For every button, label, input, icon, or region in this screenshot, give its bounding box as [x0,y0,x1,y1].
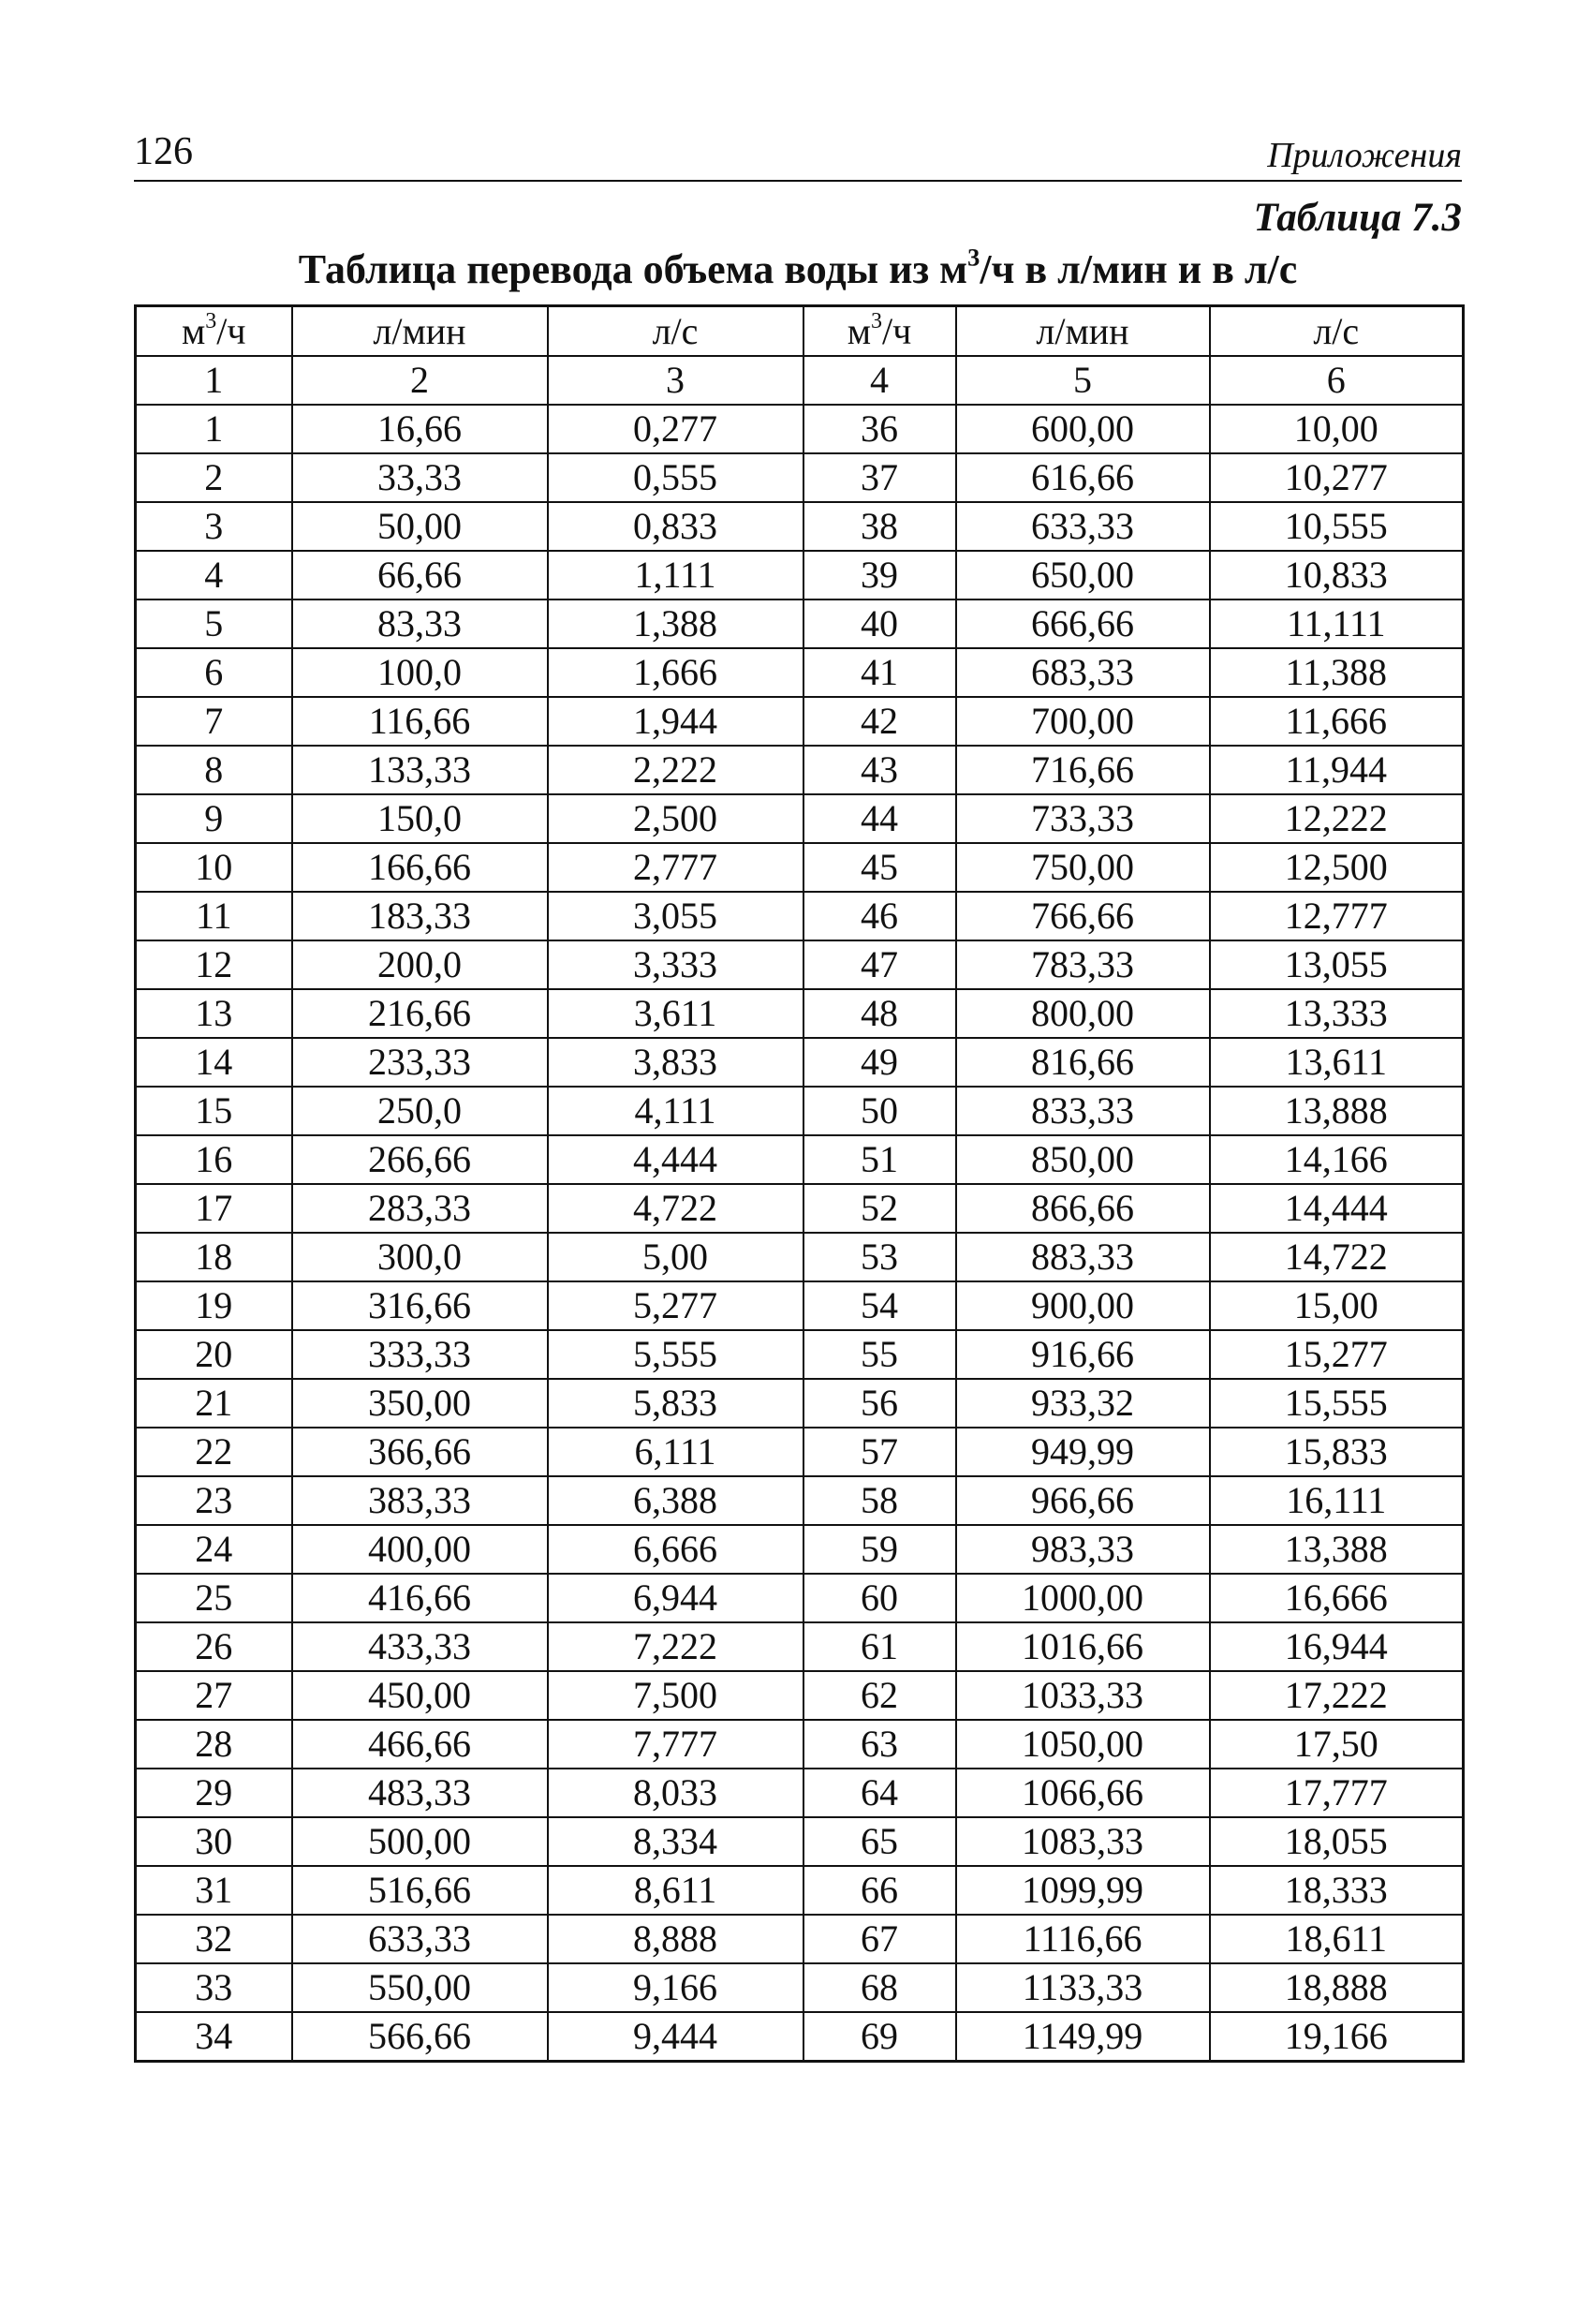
table-cell: 41 [803,648,956,697]
table-cell: 650,00 [956,551,1210,600]
table-row [136,1135,1464,1184]
table-cell: 52 [803,1184,956,1233]
table-cell: 8,334 [548,1817,803,1866]
table-cell: 1050,00 [956,1720,1210,1769]
table-cell: 733,33 [956,794,1210,843]
table-cell: 866,66 [956,1184,1210,1233]
table-cell: 1,666 [548,648,803,697]
table-cell: 17,777 [1210,1769,1464,1817]
table-cell: 3,055 [548,892,803,940]
table-cell: 11,111 [1210,600,1464,648]
table-cell: 31 [136,1866,292,1915]
table-cell: 5,555 [548,1330,803,1379]
table-cell: 10,555 [1210,502,1464,551]
table-cell: 38 [803,502,956,551]
table-cell: 19 [136,1281,292,1330]
table-cell: 17,50 [1210,1720,1464,1769]
table-cell: 0,555 [548,453,803,502]
table-cell: 51 [803,1135,956,1184]
table-cell: 11,388 [1210,648,1464,697]
table-cell: 13,333 [1210,989,1464,1038]
table-cell: 18,888 [1210,1963,1464,2012]
column-number-row [136,356,1464,405]
table-row [136,1330,1464,1379]
table-cell: 4,444 [548,1135,803,1184]
table-cell: 366,66 [292,1428,548,1476]
table-cell: 933,32 [956,1379,1210,1428]
table-row [136,1769,1464,1817]
table-cell: 1 [136,405,292,453]
table-cell: 0,833 [548,502,803,551]
table-row [136,405,1464,453]
table-cell: 65 [803,1817,956,1866]
table-cell: 516,66 [292,1866,548,1915]
table-cell: 15,00 [1210,1281,1464,1330]
table-cell: 900,00 [956,1281,1210,1330]
table-cell: 34 [136,2012,292,2062]
table-cell: 58 [803,1476,956,1525]
table-cell: 8,033 [548,1769,803,1817]
table-row [136,1476,1464,1525]
table-cell: 50,00 [292,502,548,551]
table-cell: 14,444 [1210,1184,1464,1233]
table-cell: 716,66 [956,746,1210,794]
table-cell: 1,944 [548,697,803,746]
table-cell: 57 [803,1428,956,1476]
table-cell: 67 [803,1915,956,1963]
column-header: л/с [548,306,803,357]
table-cell: 29 [136,1769,292,1817]
column-header-row [136,306,1464,357]
table-cell: 750,00 [956,843,1210,892]
table-row [136,648,1464,697]
table-cell: 116,66 [292,697,548,746]
table-cell: 55 [803,1330,956,1379]
table-cell: 15,555 [1210,1379,1464,1428]
table-cell: 14,166 [1210,1135,1464,1184]
table-cell: 5,833 [548,1379,803,1428]
table-cell: 1083,33 [956,1817,1210,1866]
table-cell: 3,833 [548,1038,803,1087]
table-cell: 14 [136,1038,292,1087]
conversion-table [134,304,1465,2063]
table-cell: 14,722 [1210,1233,1464,1281]
table-cell: 28 [136,1720,292,1769]
table-cell: 133,33 [292,746,548,794]
table-cell: 766,66 [956,892,1210,940]
table-cell: 1033,33 [956,1671,1210,1720]
table-row [136,1671,1464,1720]
table-cell: 16,944 [1210,1622,1464,1671]
table-cell: 983,33 [956,1525,1210,1574]
table-cell: 550,00 [292,1963,548,2012]
table-cell: 800,00 [956,989,1210,1038]
table-cell: 23 [136,1476,292,1525]
column-header: л/с [1210,306,1464,357]
table-cell: 1116,66 [956,1915,1210,1963]
column-number: 1 [136,356,292,405]
table-cell: 8,888 [548,1915,803,1963]
table-row [136,1184,1464,1233]
table-cell: 5 [136,600,292,648]
column-number: 6 [1210,356,1464,405]
table-cell: 283,33 [292,1184,548,1233]
table-cell: 6,944 [548,1574,803,1622]
table-cell: 19,166 [1210,2012,1464,2062]
table-cell: 18,055 [1210,1817,1464,1866]
table-cell: 13,888 [1210,1087,1464,1135]
table-cell: 2,500 [548,794,803,843]
table-cell: 36 [803,405,956,453]
table-label: Таблица 7.3 [1253,196,1462,240]
table-cell: 11 [136,892,292,940]
table-row [136,1233,1464,1281]
table-cell: 47 [803,940,956,989]
table-cell: 683,33 [956,648,1210,697]
table-row [136,600,1464,648]
column-number: 5 [956,356,1210,405]
table-cell: 1149,99 [956,2012,1210,2062]
table-cell: 833,33 [956,1087,1210,1135]
table-cell: 18 [136,1233,292,1281]
table-cell: 37 [803,453,956,502]
title-superscript: 3 [967,243,980,272]
table-cell: 6,666 [548,1525,803,1574]
table-cell: 61 [803,1622,956,1671]
table-cell: 233,33 [292,1038,548,1087]
table-cell: 50 [803,1087,956,1135]
table-cell: 15 [136,1087,292,1135]
table-cell: 3,611 [548,989,803,1038]
table-row [136,1817,1464,1866]
table-cell: 783,33 [956,940,1210,989]
table-cell: 10 [136,843,292,892]
table-cell: 616,66 [956,453,1210,502]
table-body [136,405,1464,2062]
table-cell: 1000,00 [956,1574,1210,1622]
table-cell: 8 [136,746,292,794]
table-cell: 1133,33 [956,1963,1210,2012]
table-cell: 8,611 [548,1866,803,1915]
table-cell: 9 [136,794,292,843]
table-cell: 25 [136,1574,292,1622]
table-row [136,1038,1464,1087]
table-cell: 11,666 [1210,697,1464,746]
table-row [136,697,1464,746]
column-header: $м^3/ч$ [803,306,956,357]
table-cell: 62 [803,1671,956,1720]
table-row [136,746,1464,794]
table-cell: 2,777 [548,843,803,892]
table-cell: 7 [136,697,292,746]
table-cell: 450,00 [292,1671,548,1720]
table-cell: 1016,66 [956,1622,1210,1671]
table-cell: 400,00 [292,1525,548,1574]
table-cell: 2,222 [548,746,803,794]
column-header: л/мин [956,306,1210,357]
table-cell: 433,33 [292,1622,548,1671]
table-cell: 12,777 [1210,892,1464,940]
table-cell: 5,277 [548,1281,803,1330]
table-cell: 7,222 [548,1622,803,1671]
table-row [136,794,1464,843]
table-cell: 56 [803,1379,956,1428]
table-cell: 500,00 [292,1817,548,1866]
table-cell: 1066,66 [956,1769,1210,1817]
column-number: 3 [548,356,803,405]
title-part-1: Таблица перевода объема воды из м [298,246,968,292]
table-cell: 6,388 [548,1476,803,1525]
table-row [136,989,1464,1038]
table-cell: 54 [803,1281,956,1330]
table-row [136,1866,1464,1915]
table-cell: 16,66 [292,405,548,453]
table-cell: 383,33 [292,1476,548,1525]
table-cell: 18,333 [1210,1866,1464,1915]
table-row [136,1087,1464,1135]
table-cell: 100,0 [292,648,548,697]
table-cell: 69 [803,2012,956,2062]
column-header: $м^3/ч$ [136,306,292,357]
table-cell: 333,33 [292,1330,548,1379]
table-cell: 5,00 [548,1233,803,1281]
table-row [136,1379,1464,1428]
table-row [136,1428,1464,1476]
table-cell: 27 [136,1671,292,1720]
table-cell: 7,777 [548,1720,803,1769]
table-cell: 66 [803,1866,956,1915]
table-cell: 7,500 [548,1671,803,1720]
table-cell: 150,0 [292,794,548,843]
table-cell: 0,277 [548,405,803,453]
table-cell: 83,33 [292,600,548,648]
table-cell: 250,0 [292,1087,548,1135]
table-cell: 13,611 [1210,1038,1464,1087]
table-cell: 68 [803,1963,956,2012]
table-cell: 21 [136,1379,292,1428]
table-cell: 43 [803,746,956,794]
table-cell: 17,222 [1210,1671,1464,1720]
table-cell: 15,277 [1210,1330,1464,1379]
table-cell: 183,33 [292,892,548,940]
column-number: 2 [292,356,548,405]
table-cell: 566,66 [292,2012,548,2062]
table-cell: 300,0 [292,1233,548,1281]
table-row [136,1525,1464,1574]
table-cell: 66,66 [292,551,548,600]
table-cell: 49 [803,1038,956,1087]
table-cell: 816,66 [956,1038,1210,1087]
table-cell: 11,944 [1210,746,1464,794]
section-title: Приложения [1267,136,1462,175]
table-cell: 9,166 [548,1963,803,2012]
title-part-2: /ч в л/мин и в л/с [980,246,1298,292]
table-cell: 6 [136,648,292,697]
table-cell: 13,055 [1210,940,1464,989]
table-cell: 16,666 [1210,1574,1464,1622]
table-cell: 63 [803,1720,956,1769]
table-cell: 666,66 [956,600,1210,648]
table-cell: 32 [136,1915,292,1963]
table-cell: 16 [136,1135,292,1184]
table-cell: 216,66 [292,989,548,1038]
table-row [136,502,1464,551]
table-cell: 39 [803,551,956,600]
table-cell: 466,66 [292,1720,548,1769]
column-number: 4 [803,356,956,405]
table-cell: 1,111 [548,551,803,600]
table-cell: 633,33 [956,502,1210,551]
table-cell: 10,00 [1210,405,1464,453]
table-row [136,1574,1464,1622]
table-cell: 266,66 [292,1135,548,1184]
table-cell: 316,66 [292,1281,548,1330]
table-cell: 166,66 [292,843,548,892]
table-row [136,1915,1464,1963]
table-cell: 4,722 [548,1184,803,1233]
table-cell: 18,611 [1210,1915,1464,1963]
table-cell: 633,33 [292,1915,548,1963]
table-cell: 26 [136,1622,292,1671]
table-row [136,940,1464,989]
table-row [136,1963,1464,2012]
table-cell: 850,00 [956,1135,1210,1184]
table-cell: 13,388 [1210,1525,1464,1574]
table-row [136,2012,1464,2062]
table-row [136,1622,1464,1671]
table-cell: 916,66 [956,1330,1210,1379]
column-header: л/мин [292,306,548,357]
table-cell: 9,444 [548,2012,803,2062]
table-row [136,1720,1464,1769]
table-cell: 12,500 [1210,843,1464,892]
table-cell: 700,00 [956,697,1210,746]
table-cell: 46 [803,892,956,940]
table-cell: 42 [803,697,956,746]
table-cell: 59 [803,1525,956,1574]
table-row [136,453,1464,502]
table-cell: 883,33 [956,1233,1210,1281]
table-cell: 40 [803,600,956,648]
table-cell: 6,111 [548,1428,803,1476]
table-cell: 966,66 [956,1476,1210,1525]
table-cell: 1099,99 [956,1866,1210,1915]
table-cell: 64 [803,1769,956,1817]
table-cell: 3,333 [548,940,803,989]
table-row [136,1281,1464,1330]
table-row [136,551,1464,600]
table-cell: 483,33 [292,1769,548,1817]
table-cell: 10,277 [1210,453,1464,502]
table-cell: 600,00 [956,405,1210,453]
table-cell: 3 [136,502,292,551]
table-cell: 30 [136,1817,292,1866]
table-cell: 350,00 [292,1379,548,1428]
table-cell: 17 [136,1184,292,1233]
table-cell: 1,388 [548,600,803,648]
table-row [136,843,1464,892]
table-cell: 200,0 [292,940,548,989]
table-cell: 416,66 [292,1574,548,1622]
table-cell: 13 [136,989,292,1038]
table-cell: 949,99 [956,1428,1210,1476]
page-header [134,122,1462,182]
table-cell: 12 [136,940,292,989]
page-number: 126 [134,130,193,173]
table-cell: 22 [136,1428,292,1476]
table-cell: 44 [803,794,956,843]
table-title [134,245,1462,293]
table-cell: 53 [803,1233,956,1281]
table-cell: 33,33 [292,453,548,502]
table-cell: 48 [803,989,956,1038]
table-cell: 15,833 [1210,1428,1464,1476]
table-cell: 20 [136,1330,292,1379]
table-cell: 10,833 [1210,551,1464,600]
table-row [136,892,1464,940]
table-cell: 12,222 [1210,794,1464,843]
table-cell: 60 [803,1574,956,1622]
table-cell: 4,111 [548,1087,803,1135]
table-cell: 4 [136,551,292,600]
table-cell: 2 [136,453,292,502]
table-cell: 16,111 [1210,1476,1464,1525]
table-cell: 24 [136,1525,292,1574]
table-cell: 45 [803,843,956,892]
table-cell: 33 [136,1963,292,2012]
